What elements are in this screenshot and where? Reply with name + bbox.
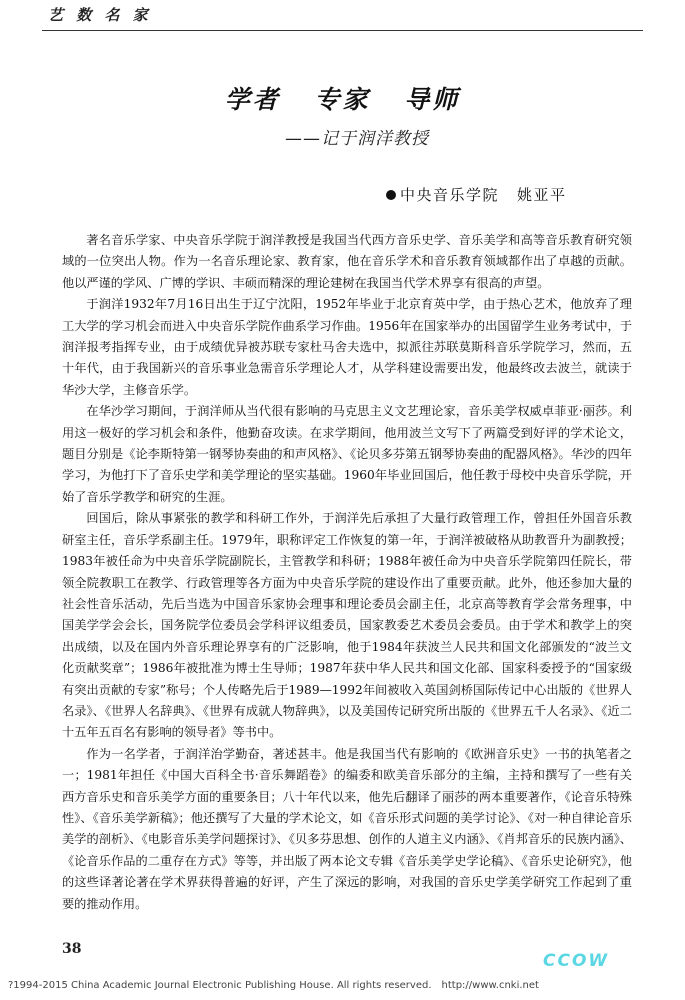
article-subtitle: ——记于润洋教授 xyxy=(285,129,429,149)
body-paragraph: 作为一名学者，于润洋治学勤奋，著述甚丰。他是我国当代有影响的《欧洲音乐史》一书的执笔者之一；1981年担任《中国大百科全书·音乐舞蹈卷》的编委和欧美音乐部分的主编，主持和撰写了一些有关西方音乐史和音乐美学方面的重要条目；八十年代以来，他先后翻译了丽莎的两本重要著作，《论音乐特殊性》、《音乐美学新稿》；他还撰写了大量的学术论文，如《音乐形式问题的美学讨论》、《对一种自律论音乐美学的剖析》、《电影音乐美学问题探讨》、《贝多芬思想、创作的人道主义内涵》、《肖邦音乐的民族内涵》、《论音乐作品的二重存在方式》等等，并出版了两本论文专辑《音乐美学史学论稿》、《音乐史论研究》，他的这些译著论著在学术界获得普遍的好评，产生了深远的影响，对我国的音乐史学美学研究工作起到了重要的推动作用。 xyxy=(62,746,632,911)
body-paragraph: 著名音乐学家、中央音乐学院于润洋教授是我国当代西方音乐史学、音乐美学和高等音乐教育研究领域的一位突出人物。作为一名音乐理论家、教育家，他在音乐学术和音乐教育领域都作出了卓越的贡献。他以严谨的学风、广博的学识、丰硕而精深的理论建树在我国当代学术界享有很高的声望。 xyxy=(62,233,632,290)
footer-url[interactable]: http://www.cnki.net xyxy=(441,980,539,991)
cnki-watermark-logo: CCOW xyxy=(543,951,610,971)
page-number: 38 xyxy=(62,941,82,957)
body-paragraph: 于润洋1932年7月16日出生于辽宁沈阳，1952年毕业于北京育英中学，由于热心艺术，他放弃了理工大学的学习机会而进入中央音乐学院作曲系学习作曲。1956年在国家举办的出国留学生业务考试中，于润洋报考指挥专业，由于成绩优异被苏联专家杜马舍夫选中，拟派往苏联莫斯科音乐学院学习，然而，五十年代，由于我国新兴的音乐事业急需音乐学理论人才，从学科建设需要出发，他最终改去波兰，就读于华沙大学，主修音乐学。 xyxy=(62,297,632,397)
footer-copyright: ?1994-2015 China Academic Journal Electronic Publishing House. All rights reserved. xyxy=(8,980,432,991)
body-paragraph: 在华沙学习期间，于润洋师从当代很有影响的马克思主义文艺理论家，音乐美学权威卓菲亚·丽莎。利用这一极好的学习机会和条件，他勤奋攻读。在求学期间，他用波兰文写下了两篇受到好评的学术论文，题目分别是《论李斯特第一钢琴协奏曲的和声风格》、《论贝多芬第五钢琴协奏曲的配器风格》。华沙的四年学习，为他打下了音乐史学和美学理论的坚实基础。1960年毕业回国后，他任教于母校中央音乐学院，开始了音乐学教学和研究的生涯。 xyxy=(62,404,632,504)
footer xyxy=(8,980,680,991)
header-rule xyxy=(42,30,643,31)
article-body xyxy=(62,230,632,915)
author-name: 姚亚平 xyxy=(517,186,567,204)
author-affiliation: 中央音乐学院 xyxy=(400,186,500,204)
body-paragraph: 回国后，除从事紧张的教学和科研工作外，于润洋先后承担了大量行政管理工作，曾担任外国音乐教研室主任，音乐学系副主任。1979年，职称评定工作恢复的第一年，于润洋被破格从助教晋升为副教授；1983年被任命为中央音乐学院副院长，主管教学和科研；1988年被任命为中央音乐学院第四任院长，带领全院教职工在教学、行政管理等各方面为中央音乐学院的建设作出了重要贡献。此外，他还参加大量的社会性音乐活动，先后当选为中国音乐家协会理事和理论委员会副主任，北京高等教育学会常务理事，中国美学学会会长，国务院学位委员会学科评议组委员，国家教委艺术委员会委员。由于学术和教学上的突出成绩，以及在国内外音乐理论界享有的广泛影响，他于1984年获波兰人民共和国文化部颁发的“波兰文化贡献奖章”；1986年被批准为博士生导师；1987年获中华人民共和国文化部、国家科委授予的“国家级有突出贡献的专家”称号；个人传略先后于1989—1992年间被收入英国剑桥国际传记中心出版的《世界人名录》、《世界人名辞典》、《世界有成就人物辞典》，以及美国传记研究所出版的《世界五千人名录》、《近二十五年五百名有影响的领导者》等书中。 xyxy=(62,511,632,740)
byline xyxy=(386,184,567,205)
column-header: 艺 数 名 家 xyxy=(48,6,152,24)
bullet-icon xyxy=(386,190,396,200)
article-title: 学者 专家 导师 xyxy=(224,85,461,114)
